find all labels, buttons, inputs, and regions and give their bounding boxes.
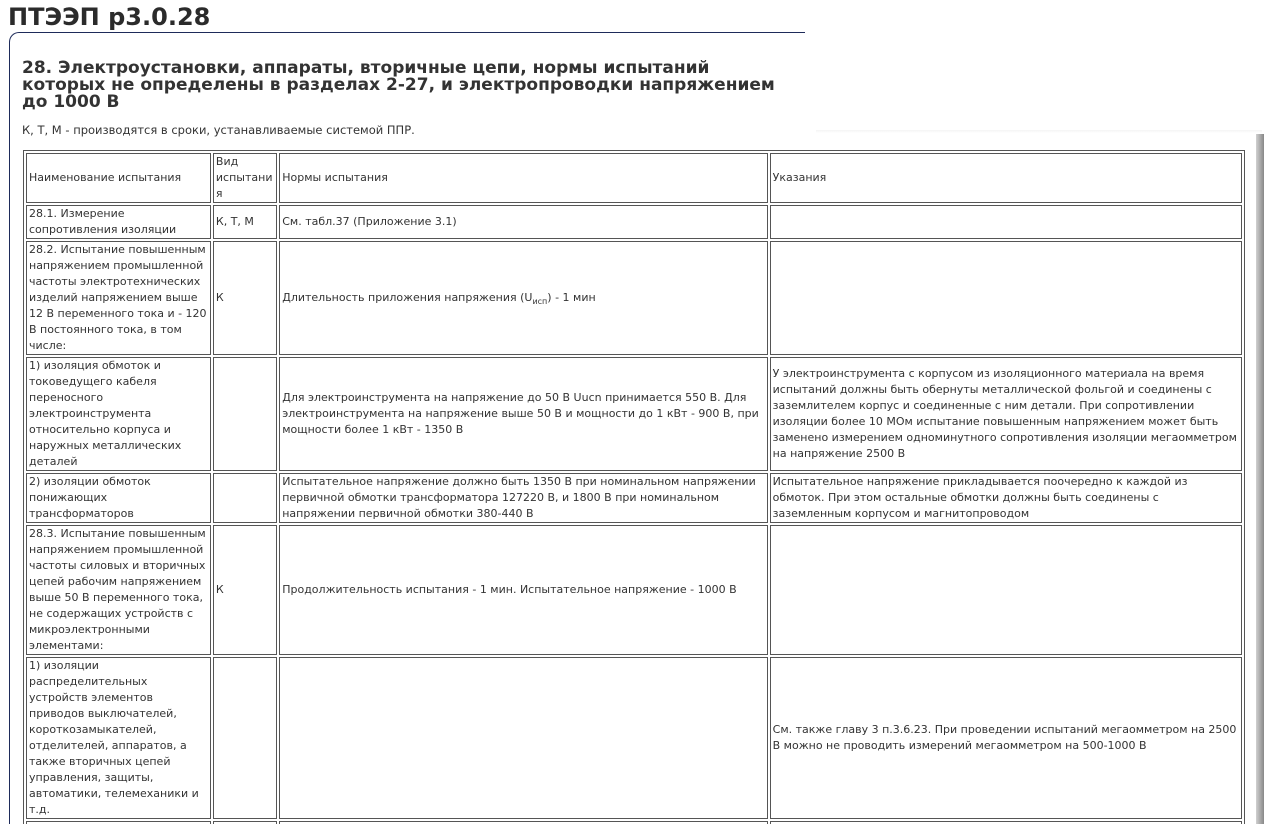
table-row [26,357,1242,471]
cell-type: К [213,241,277,355]
cell-notes: У электроинструмента с корпусом из изоляционного материала на время испытаний должны быть обернуты металлической фольгой и соединены с заземлителем корпус и соединенные с ним детали. При сопротивлении изоляции более 10 МОм испытание повышенным напряжением может быть заменено измерением одноминутного сопротивления изоляции мегаомметром на напряжение 2500 В [770,357,1242,471]
cell-notes [770,205,1242,239]
table-header-row [26,153,1242,203]
cell-name: 1) изоляция обмоток и токоведущего кабеля переносного электроинструмента относительно корпуса и наружных металлических деталей [26,357,211,471]
scrollbar[interactable] [1256,134,1264,824]
table-row [26,525,1242,655]
cell-norms [279,241,767,355]
cell-notes [770,241,1242,355]
header-name: Наименование испытания [26,153,211,203]
table-row [26,657,1242,819]
norms-text-suffix: ) - 1 мин [547,291,596,304]
cell-name: 28.1. Измерение сопротивления изоляции [26,205,211,239]
cell-type [213,357,277,471]
cell-type: К [213,525,277,655]
section-intro: К, Т, М - производятся в сроки, устанавливаемые системой ППР. [22,123,415,137]
cell-norms: См. табл.37 (Приложение 3.1) [279,205,767,239]
cell-name: 28.3. Испытание повышенным напряжением промышленной частоты силовых и вторичных цепей рабочим напряжением выше 50 В переменного тока, не содержащих устройств с микроэлектронными элементами: [26,525,211,655]
norms-table [23,150,1245,824]
table-row [26,473,1242,523]
cell-norms: Испытательное напряжение должно быть 1350 В при номинальном напряжении первичной обмотки трансформатора 127220 В, и 1800 В при номинальном напряжении первичной обмотки 380-440 В [279,473,767,523]
header-norms: Нормы испытания [279,153,767,203]
cell-name: 1) изоляции распределительных устройств элементов приводов выключателей, короткозамыкателей, отделителей, аппаратов, а также вторичных цепей управления, защиты, автоматики, телемеханики и т.д. [26,657,211,819]
cell-name: 2) изоляции обмоток понижающих трансформаторов [26,473,211,523]
cell-notes: См. также главу 3 п.3.6.23. При проведении испытаний мегаомметром на 2500 В можно не проводить измерений мегаомметром на 500-1000 В [770,657,1242,819]
cell-type: К, Т, М [213,205,277,239]
table-row [26,205,1242,239]
cell-norms: Продолжительность испытания - 1 мин. Испытательное напряжение - 1000 В [279,525,767,655]
norms-text: Длительность приложения напряжения (U [282,291,533,304]
cell-notes [770,525,1242,655]
header-type: Вид испытания [213,153,277,203]
cell-norms: Для электроинструмента на напряжение до 50 В Uucn принимается 550 В. Для электроинструмента на напряжение выше 50 В и мощности до 1 кВт - 900 В, при мощности более 1 кВт - 1350 В [279,357,767,471]
section-heading: 28. Электроустановки, аппараты, вторичные цепи, нормы испытаний которых не определены в разделах 2-27, и электропроводки напряжением до 1000 В [22,58,775,112]
site-title: ПТЭЭП р3.0.28 [8,3,211,31]
scroll-edge [816,130,1262,133]
header-notes: Указания [770,153,1242,203]
norms-subscript: исп [532,297,548,307]
cell-type [213,473,277,523]
cell-norms [279,657,767,819]
cell-notes: Испытательное напряжение прикладывается поочередно к каждой из обмоток. При этом остальные обмотки должны быть соединены с заземленным корпусом и магнитопроводом [770,473,1242,523]
table-row [26,241,1242,355]
cell-type [213,657,277,819]
cell-name: 28.2. Испытание повышенным напряжением промышленной частоты электротехнических изделий напряжением выше 12 В переменного тока и - 120 В постоянного тока, в том числе: [26,241,211,355]
